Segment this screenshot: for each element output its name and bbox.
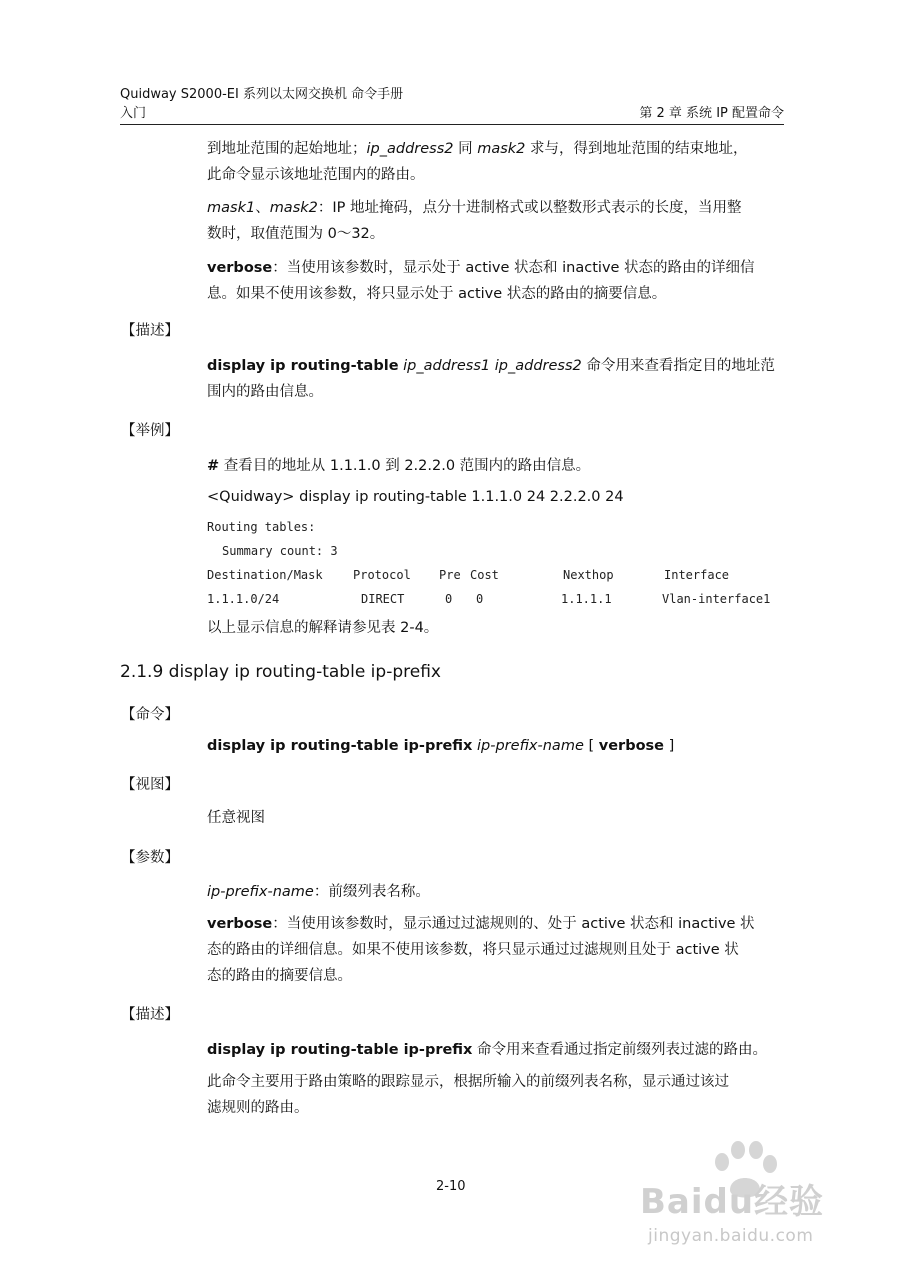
text: 到地址范围的起始地址；	[207, 141, 367, 157]
term-mask2: mask2	[269, 200, 318, 216]
term-mask2: mask2	[477, 141, 526, 157]
command-name: display ip routing-table ip-prefix	[207, 1042, 473, 1058]
param-ip-prefix-name	[207, 879, 785, 905]
example-command: <Quidway> display ip routing-table 1.1.1.0 24 2.2.2.0 24	[207, 489, 624, 505]
header-rule	[120, 124, 784, 125]
term-mask1: mask1	[207, 200, 256, 216]
command-name: display ip routing-table ip-prefix	[207, 738, 473, 754]
baidu-watermark	[640, 1140, 870, 1270]
output-summary-count: Summary count: 3	[222, 544, 338, 558]
term-ip-prefix-name: ip-prefix-name	[207, 884, 314, 900]
description-2-line-2: 此命令主要用于路由策略的跟踪显示，根据所输入的前缀列表名称，显示通过该过	[207, 1074, 729, 1090]
text: ：IP 地址掩码，点分十进制格式或以整数形式表示的长度，当用整	[317, 200, 742, 216]
cell-pre: 0	[445, 592, 453, 606]
example-comment	[207, 453, 785, 479]
term-verbose: verbose	[207, 260, 273, 276]
tag-example: 【举例】	[121, 423, 179, 439]
hash-mark: #	[207, 458, 220, 474]
text: 求与，得到地址范围的结束地址，	[525, 141, 748, 157]
column-cost: Cost	[470, 568, 499, 582]
description-1-line-1	[207, 353, 785, 379]
bracket-close: ]	[664, 738, 675, 754]
description-2-line-1	[207, 1037, 785, 1063]
text: 、	[255, 200, 270, 216]
page-number: 2-10	[436, 1179, 466, 1194]
param-range-desc	[207, 136, 785, 188]
watermark-url: jingyan.baidu.com	[648, 1226, 814, 1246]
param-mask-desc	[207, 195, 785, 247]
watermark-brand: Baidu经验	[640, 1182, 825, 1222]
header-section: 入门	[120, 106, 147, 121]
column-destination-mask: Destination/Mask	[207, 568, 323, 582]
cell-destination-mask: 1.1.1.0/24	[207, 592, 280, 606]
param-verbose-line-2: 息。如果不使用该参数，将只显示处于 active 状态的路由的摘要信息。	[207, 286, 667, 302]
param-verbose-2-line-1	[207, 911, 785, 937]
text: ：当使用该参数时，显示处于 active 状态和 inactive 状态的路由的详细信	[272, 260, 755, 276]
cell-interface: Vlan-interface1	[662, 592, 771, 606]
example-note: 以上显示信息的解释请参见表 2-4。	[207, 620, 439, 636]
bracket-open: [	[583, 738, 599, 754]
column-nexthop: Nexthop	[563, 568, 614, 582]
output-routing-tables: Routing tables:	[207, 520, 316, 534]
param-verbose-desc	[207, 255, 785, 307]
view-text: 任意视图	[207, 810, 265, 826]
text: 查看目的地址从 1.1.1.0 到 2.2.2.0 范围内的路由信息。	[219, 458, 591, 474]
arg-ip-prefix-name: ip-prefix-name	[477, 738, 584, 754]
command-syntax	[207, 733, 785, 759]
cell-nexthop: 1.1.1.1	[561, 592, 612, 606]
param-verbose-2-line-2: 态的路由的详细信息。如果不使用该参数，将只显示通过过滤规则且处于 active 状	[207, 942, 739, 958]
param-range-line-2: 此命令显示该地址范围内的路由。	[207, 167, 425, 183]
section-heading: 2.1.9 display ip routing-table ip-prefix	[120, 662, 441, 682]
param-mask-line-2: 数时，取值范围为 0～32。	[207, 226, 385, 242]
tag-view: 【视图】	[121, 777, 179, 793]
column-pre: Pre	[439, 568, 461, 582]
description-1-line-2: 围内的路由信息。	[207, 384, 323, 400]
text: 同	[453, 141, 478, 157]
command-name: display ip routing-table	[207, 358, 399, 374]
text: 命令用来查看指定目的地址范	[581, 358, 775, 374]
description-2	[207, 1037, 785, 1063]
column-protocol: Protocol	[353, 568, 411, 582]
cell-protocol: DIRECT	[361, 592, 405, 606]
tag-parameters: 【参数】	[121, 850, 179, 866]
param-verbose-2	[207, 911, 785, 989]
column-interface: Interface	[664, 568, 730, 582]
text: 命令用来查看通过指定前缀列表过滤的路由。	[472, 1042, 768, 1058]
param-verbose-2-line-3: 态的路由的摘要信息。	[207, 968, 352, 984]
tag-description: 【描述】	[121, 323, 179, 339]
keyword-verbose: verbose	[598, 738, 665, 754]
tag-description-2: 【描述】	[121, 1007, 179, 1023]
arg-ip-address2: ip_address2	[494, 358, 582, 374]
description-2-line-3: 滤规则的路由。	[207, 1100, 309, 1116]
text: ：当使用该参数时，显示通过过滤规则的、处于 active 状态和 inactive 状	[272, 916, 755, 932]
term-ip-address2: ip_address2	[366, 141, 454, 157]
param-verbose-line-1	[207, 255, 785, 281]
param-mask-line-1	[207, 195, 785, 221]
cell-cost: 0	[476, 592, 484, 606]
param-range-line-1	[207, 136, 785, 162]
header-chapter: 第 2 章 系统 IP 配置命令	[639, 106, 784, 121]
text: ：前缀列表名称。	[313, 884, 430, 900]
description-2-body	[207, 1069, 785, 1121]
arg-ip-address1: ip_address1	[403, 358, 491, 374]
description-1	[207, 353, 785, 405]
header-title: Quidway S2000-EI 系列以太网交换机 命令手册	[120, 87, 404, 102]
term-verbose: verbose	[207, 916, 273, 932]
tag-command: 【命令】	[121, 707, 179, 723]
